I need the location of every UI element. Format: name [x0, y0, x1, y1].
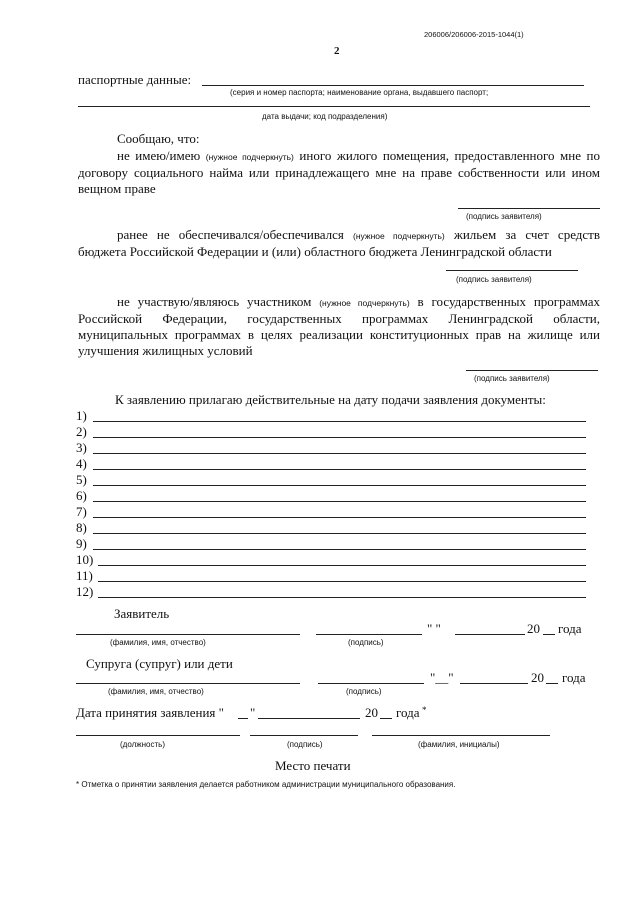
acceptance-footnote-mark: *: [422, 705, 427, 715]
signature-hint-2: (подпись заявителя): [456, 275, 532, 284]
attachment-row-11[interactable]: 11): [76, 568, 586, 582]
acceptance-label: Дата принятия заявления ": [76, 705, 224, 720]
attachment-row-3[interactable]: 3): [76, 440, 586, 454]
acceptance-year-line[interactable]: [380, 718, 392, 719]
acceptance-year-suffix: года: [396, 705, 420, 720]
passport-label: паспортные данные:: [78, 72, 192, 87]
attachment-row-5[interactable]: 5): [76, 472, 586, 486]
acceptance-name-line[interactable]: [372, 735, 550, 736]
attachment-row-10[interactable]: 10): [76, 552, 586, 566]
passport-line-1: [202, 85, 584, 86]
attachment-row-4[interactable]: 4): [76, 456, 586, 470]
acceptance-signature-line[interactable]: [250, 735, 358, 736]
passport-series-hint: (серия и номер паспорта; наименование органа, выдавшего паспорт;: [230, 88, 489, 97]
applicant-month-line[interactable]: [455, 634, 525, 635]
applicant-signature-line[interactable]: [316, 634, 422, 635]
declaration-paragraph-2: ранее не обеспечивался/обеспечивался (нужное подчеркнуть) жильем за счет средств бюджета Российской Федерации и (или) областного бюджета Ленинградской области: [78, 227, 601, 259]
page-number: 2: [334, 45, 340, 57]
applicant-sign-hint: (подпись): [348, 638, 384, 647]
spouse-date-quote: "__": [430, 670, 454, 685]
spouse-title: Супруга (супруг) или дети: [86, 656, 233, 671]
declaration-paragraph-1: не имею/имею (нужное подчеркнуть) иного жилого помещения, предоставленного мне по договору социального найма или принадлежащего мне на праве собственности или ином вещном праве: [78, 148, 600, 196]
attachment-row-2[interactable]: 2): [76, 424, 586, 438]
spouse-year: 20: [531, 670, 544, 685]
spouse-fio-hint: (фамилия, имя, отчество): [108, 687, 204, 696]
spouse-month-line[interactable]: [460, 683, 528, 684]
footnote: * Отметка о принятии заявления делается работником администрации муниципального образования.: [76, 780, 456, 789]
attachment-row-9[interactable]: 9): [76, 536, 586, 550]
attachment-row-1[interactable]: 1): [76, 408, 586, 422]
spouse-year-suffix: года: [562, 670, 586, 685]
applicant-year-line[interactable]: [543, 634, 555, 635]
stamp-place: Место печати: [275, 758, 351, 773]
acceptance-position-line[interactable]: [76, 735, 240, 736]
signature-line-1: [458, 208, 600, 209]
acceptance-position-hint: (должность): [120, 740, 165, 749]
signature-hint-1: (подпись заявителя): [466, 212, 542, 221]
applicant-year-suffix: года: [558, 621, 582, 636]
attachment-row-6[interactable]: 6): [76, 488, 586, 502]
declaration-paragraph-3: не участвую/являюсь участником (нужное подчеркнуть) в государственных программах Российской Федерации, государственных программах Ленинградской области, муниципальных программах в целях реализации конституционных прав на жилище или улучшения жилищных условий: [78, 294, 601, 358]
signature-line-2: [446, 270, 578, 271]
signature-line-3: [466, 370, 598, 371]
attachments-heading: К заявлению прилагаю действительные на дату подачи заявления документы:: [115, 392, 546, 407]
acceptance-name-hint: (фамилия, инициалы): [418, 740, 500, 749]
declaration-intro: Сообщаю, что:: [117, 131, 200, 146]
spouse-sign-hint: (подпись): [346, 687, 382, 696]
spouse-fio-line[interactable]: [76, 683, 300, 684]
attachment-row-8[interactable]: 8): [76, 520, 586, 534]
spouse-year-line[interactable]: [546, 683, 558, 684]
spouse-signature-line[interactable]: [318, 683, 424, 684]
acceptance-quote: ": [250, 705, 256, 720]
acceptance-year: 20: [365, 705, 378, 720]
acceptance-sign-hint: (подпись): [287, 740, 323, 749]
acceptance-month-line[interactable]: [258, 718, 360, 719]
attachment-row-12[interactable]: 12): [76, 584, 586, 598]
applicant-year: 20: [527, 621, 540, 636]
applicant-fio-line[interactable]: [76, 634, 300, 635]
applicant-title: Заявитель: [114, 606, 170, 621]
attachment-row-7[interactable]: 7): [76, 504, 586, 518]
passport-line-2: [78, 106, 590, 107]
passport-date-hint: дата выдачи; код подразделения): [262, 112, 388, 121]
signature-hint-3: (подпись заявителя): [474, 374, 550, 383]
applicant-fio-hint: (фамилия, имя, отчество): [110, 638, 206, 647]
document-code: 206006/206006-2015-1044(1): [424, 30, 524, 39]
acceptance-day-line[interactable]: [238, 718, 248, 719]
applicant-date-quote: " ": [427, 621, 441, 636]
